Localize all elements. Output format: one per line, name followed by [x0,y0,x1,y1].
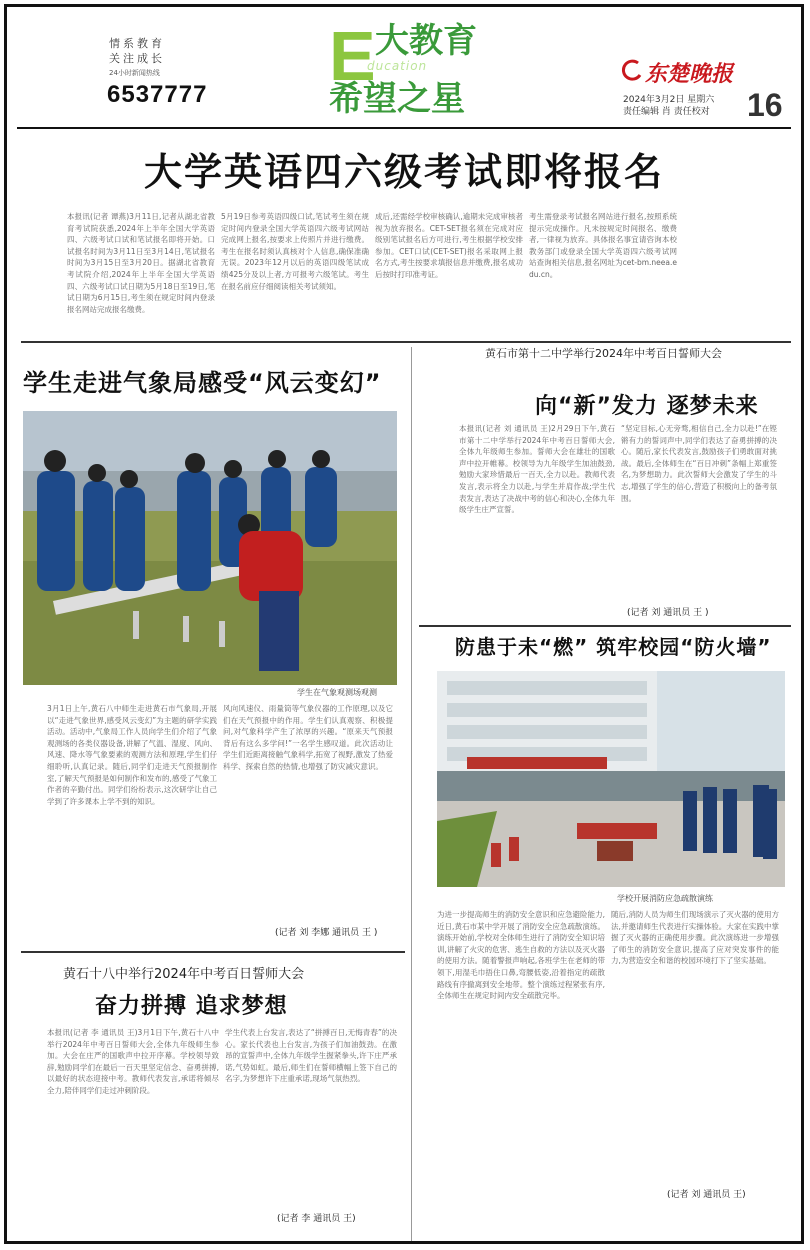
section-divider-2 [21,951,405,953]
weather-headline: 学生走进气象局感受“风云变幻” [23,369,382,397]
masthead-rule [17,127,791,129]
lead-headline: 大学英语四六级考试即将报名 [143,150,664,194]
rally-byline: (记者 刘 通讯员 王 ) [627,608,709,618]
newspaper-brand: 东楚晚报 [645,61,734,87]
logo-letter-e: E [329,17,376,95]
issue-date: 2024年3月2日 星期六 [623,95,715,105]
rally-kicker: 黄石市第十二中学举行2024年中考百日誓师大会 [485,347,722,360]
newspaper-page [4,4,804,1244]
weather-photo [23,411,397,685]
fire-byline: (记者 刘 通讯员 王) [667,1190,746,1200]
rally-headline: 向“新”发力 逐梦未来 [535,394,759,419]
ad-slogan-2: 关注成长 [109,52,165,65]
page-number: 16 [747,87,783,123]
ad-hotline-label: 24小时新闻热线 [109,69,160,77]
lead-column-2: 5月19日参考英语四级口试,笔试考生须在规定时间内登录全国大学英语四六级考试网站完成网上报名,按要求上传照片并进行缴费。考生在报名时须认真核对个人信息,确保准确无误。2023年12月以后的英语四级笔试成绩425分及以上者,方可报考六级笔试。考生在报名前应仔细阅读相关考试须知。 [221,212,369,291]
fire-drill-photo [437,671,785,887]
column-divider [411,347,412,1244]
lead-column-3: 成后,还需经学校审核确认,逾期未完成审核者视为放弃报名。CET-SET报名须在完成对应级别笔试报名后方可进行,考生根据学校安排参加。CET口试(CET-SET)报名采取网上报名方式,考生按要求填报信息并缴费,报名成功后按时打印准考证。 [375,212,523,279]
section-divider-3 [419,625,791,627]
rally-column-1: 本报讯(记者 刘 通讯员 王)2月29日下午,黄石市第十二中学举行2024年中考百日誓师大会,全体九年级师生参加。誓师大会在雄壮的国歌声中拉开帷幕。校领导为九年级学生加油鼓劲,勉励大家珍惜最后一百天,全力以赴。教师代表发言,表示将全力以赴,与学生并肩作战;学生代表发言,表达了决战中考的信心和决心,全体九年级学生庄严宣誓。 [459,424,615,515]
pledge-column-1: 本报讯(记者 李 通讯员 王)3月1日下午,黄石十八中举行2024年中考百日誓师大会,全体九年级师生参加。大会在庄严的国歌声中拉开序幕。学校领导致辞,勉励同学们在最后一百天里坚定信念、奋勇拼搏,以最好的状态迎接中考。教师代表发言,承诺将倾尽全力,陪伴同学们走过冲刺阶段。 [47,1028,219,1095]
section-title-2: 希望之星 [329,79,465,119]
pledge-kicker: 黄石十八中举行2024年中考百日誓师大会 [63,967,305,982]
fire-headline: 防患于未“燃” 筑牢校园“防火墙” [455,635,772,659]
logo-education-word: ducation [367,59,428,73]
lead-column-1: 本报讯(记者 谭燕)3月11日,记者从湖北省教育考试院获悉,2024年上半年全国大学英语四、六级考试口试和笔试报名即将开始。口试报名时间为3月11日至3月14日,笔试报名时间为3月15日至3月20日。据湖北省教育考试院介绍,2024年上半年全国大学英语四、六级考试口试日期为5月18日至19日,笔试日期为6月15日,考生须在规定时间内登录报名网站完成报名缴费。 [67,212,215,314]
lead-column-4: 考生需登录考试报名网站进行报名,按照系统提示完成操作。凡未按规定时间报名、缴费者,一律视为放弃。具体报名事宜请咨询本校教务部门或登录全国大学英语四六级考试网站查询相关信息,报名网址为cet-bm.neea.edu.cn。 [529,212,677,279]
fire-column-1: 为进一步提高师生的消防安全意识和应急避险能力,近日,黄石市某中学开展了消防安全应急疏散演练。演练开始前,学校对全体师生进行了消防安全知识培训,讲解了火灾的危害、逃生自救的方法以及灭火器的使用方法。随着警报声响起,各班学生在老师的带领下,用湿毛巾捂住口鼻,弯腰低姿,沿着指定的疏散路线有序撤离到安全地带。整个演练过程紧张有序,全体师生在规定时间内安全疏散完毕。 [437,910,605,1001]
pledge-column-2: 学生代表上台发言,表达了“拼搏百日,无悔青春”的决心。家长代表也上台发言,为孩子们加油鼓劲。在激昂的宣誓声中,全体九年级学生握紧拳头,许下庄严承诺,气势如虹。最后,师生们在誓师横幅上签下自己的名字,为梦想许下庄重承诺,现场气氛热烈。 [225,1028,397,1084]
page-editors: 责任编辑 肖 责任校对 [623,107,710,117]
weather-photo-caption: 学生在气象观测场观测 [297,688,377,697]
ad-slogan-1: 情系教育 [109,37,165,50]
section-divider-1 [21,341,791,343]
weather-byline: (记者 刘 李娜 通讯员 王 ) [275,928,378,938]
fire-photo-caption: 学校开展消防应急疏散演练 [617,894,713,903]
weather-column-1: 3月1日上午,黄石八中师生走进黄石市气象局,开展以“走进气象世界,感受风云变幻”为主题的研学实践活动。活动中,气象局工作人员向学生们介绍了气象观测场的各类仪器设备,讲解了气温、湿度、风向、风速、降水等气象要素的观测方法和原理,学生们仔细聆听,认真记录。随后,同学们走进天气预报制作室,了解天气预报是如何制作和发布的,感受了气象工作者的辛勤付出。同学们纷纷表示,这次研学让自己学到了许多课本上学不到的知识。 [47,704,217,806]
section-title-1: 大教育 [375,21,477,61]
weather-column-2: 风向风速仪、雨量筒等气象仪器的工作原理,以及它们在天气预报中的作用。学生们认真观察、积极提问,对气象科学产生了浓厚的兴趣。“原来天气预报背后有这么多学问!”一名学生感叹道。此次活动让学生们近距离接触气象科学,拓宽了视野,激发了热爱科学、探索自然的热情,也增强了防灾减灾意识。 [223,704,393,771]
pledge-headline: 奋力拼搏 追求梦想 [95,994,288,1019]
brand-logo-icon [621,59,643,81]
pledge-byline: (记者 李 通讯员 王) [277,1214,356,1224]
rally-column-2: “坚定目标,心无旁骛,相信自己,全力以赴!”在铿锵有力的誓词声中,同学们表达了奋勇拼搏的决心。随后,家长代表发言,鼓励孩子们勇敢面对挑战。最后,全体师生在“百日冲刺”条幅上郑重签名,为梦想助力。此次誓师大会激发了学生的斗志,增强了学生的信心,营造了积极向上的备考氛围。 [621,424,777,503]
fire-column-2: 随后,消防人员为师生们现场演示了灭火器的使用方法,并邀请师生代表进行实操体验。大家在实践中掌握了灭火器的正确使用步骤。此次演练进一步增强了师生的消防安全意识,提高了应对突发事件的能力,为营造安全和谐的校园环境打下了坚实基础。 [611,910,779,966]
hotline-number: 6537777 [107,81,208,108]
